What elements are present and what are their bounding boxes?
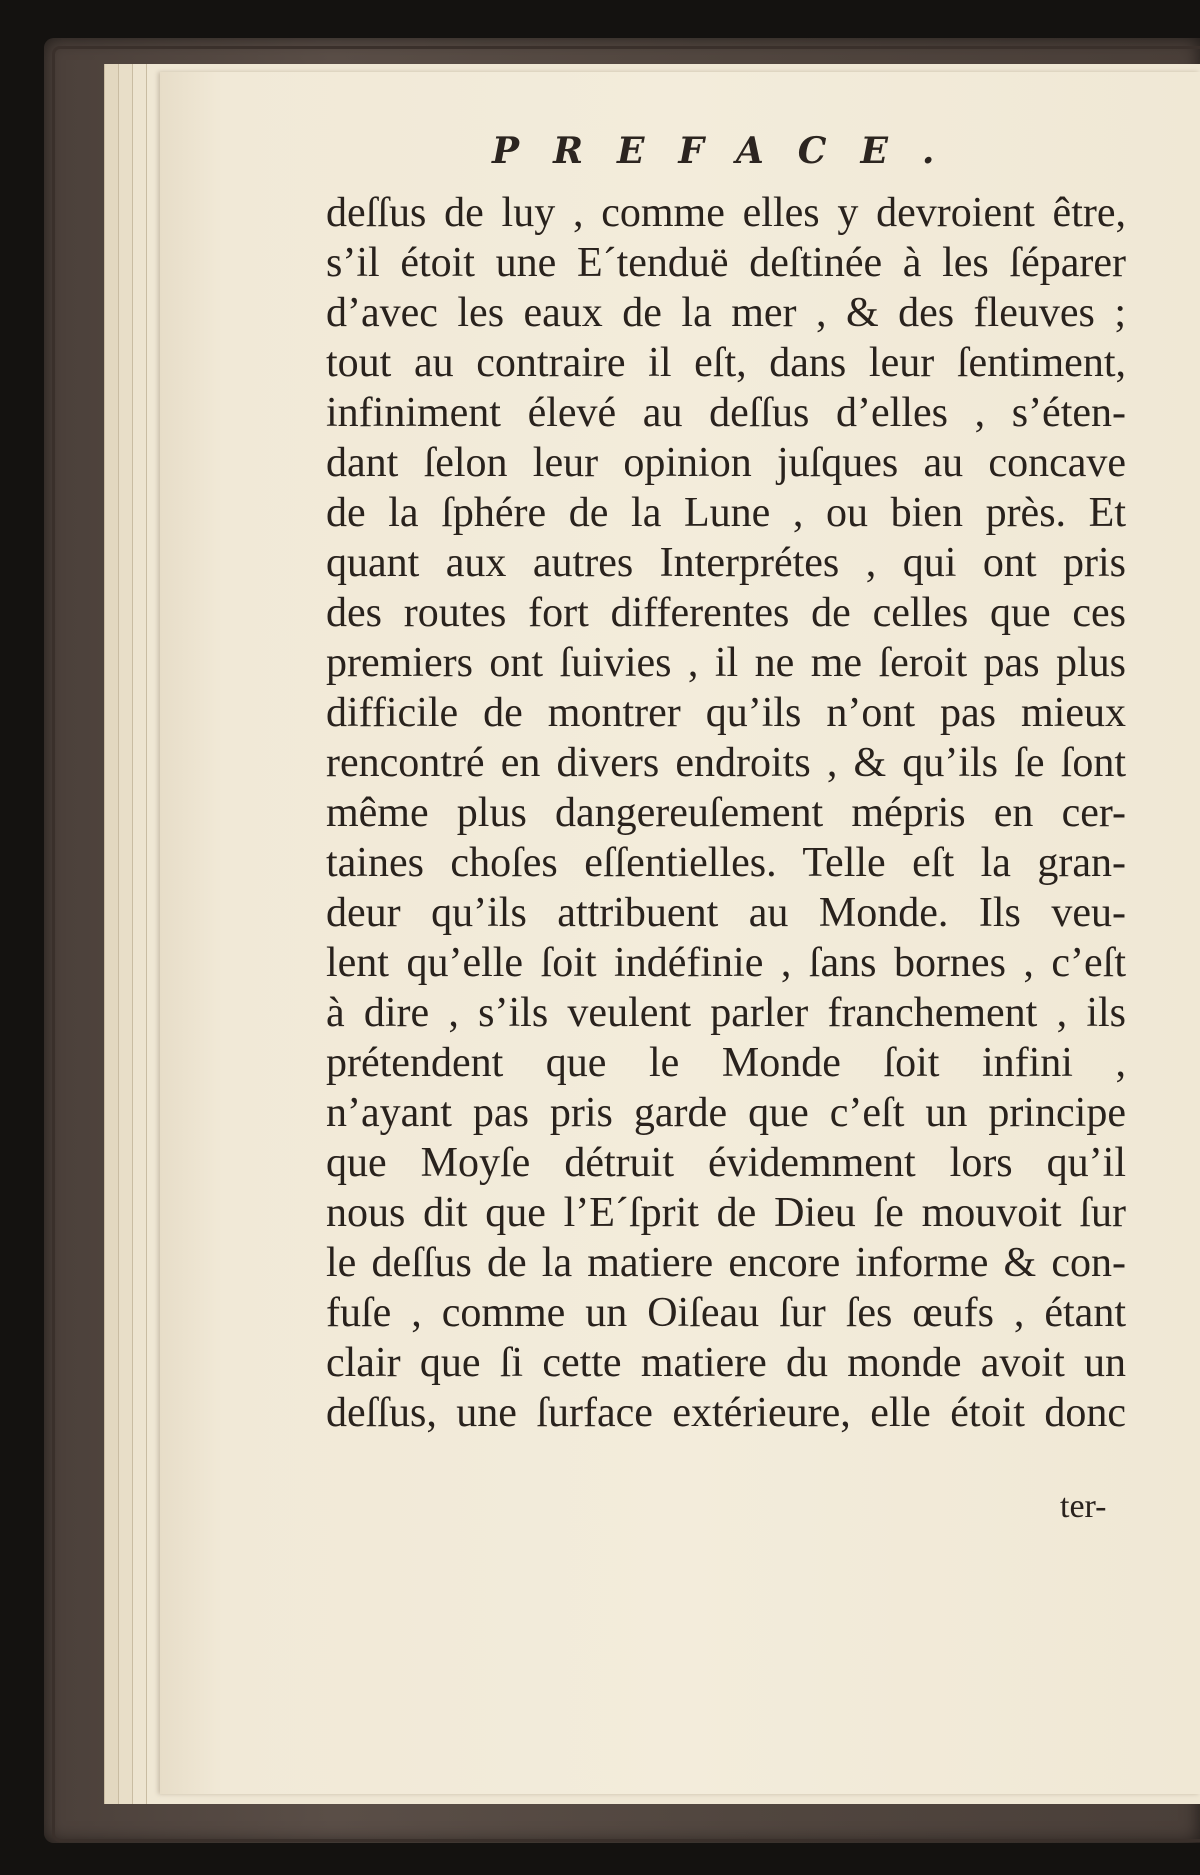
text-line: rencontré en divers endroits , & qu’ils ſe ſont — [326, 740, 1126, 786]
text-line: même plus dangereuſement mépris en cer- — [326, 790, 1126, 836]
text-line: quant aux autres Interprétes , qui ont pris — [326, 540, 1126, 586]
text-line: deur qu’ils attribuent au Monde. Ils veu- — [326, 890, 1126, 936]
text-line: premiers ont ſuivies , il ne me ſeroit pas plus — [326, 640, 1126, 686]
text-line: d’avec les eaux de la mer , & des fleuves ; — [326, 290, 1126, 336]
text-line: des routes fort differentes de celles que ces — [326, 590, 1126, 636]
text-line: n’ayant pas pris garde que c’eſt un principe — [326, 1090, 1126, 1136]
catchword: ter- — [1060, 1488, 1107, 1525]
body-text — [326, 188, 1126, 1438]
text-line: infiniment élevé au deſſus d’elles , s’éten- — [326, 390, 1126, 436]
text-line: clair que ſi cette matiere du monde avoit un — [326, 1340, 1126, 1386]
text-line: fuſe , comme un Oiſeau ſur ſes œufs , étant — [326, 1290, 1126, 1336]
text-line: que Moyſe détruit évidemment lors qu’il — [326, 1140, 1126, 1186]
text-line: lent qu’elle ſoit indéfinie , ſans bornes , c’eſt — [326, 940, 1126, 986]
text-line: taines choſes eſſentielles. Telle eſt la gran- — [326, 840, 1126, 886]
running-head: PREFACE. — [492, 130, 969, 172]
text-line: de la ſphére de la Lune , ou bien près. Et — [326, 490, 1126, 536]
text-line: difficile de montrer qu’ils n’ont pas mieux — [326, 690, 1126, 736]
text-line: à dire , s’ils veulent parler franchement , ils — [326, 990, 1126, 1036]
text-line: dant ſelon leur opinion juſques au concave — [326, 440, 1126, 486]
text-line: deſſus de luy , comme elles y devroient être, — [326, 190, 1126, 236]
text-line: s’il étoit une E´tenduë deſtinée à les ſéparer — [326, 240, 1126, 286]
text-line: tout au contraire il eſt, dans leur ſentiment, — [326, 340, 1126, 386]
text-line: nous dit que l’E´ſprit de Dieu ſe mouvoit ſur — [326, 1190, 1126, 1236]
text-line: prétendent que le Monde ſoit infini , — [326, 1040, 1126, 1086]
text-line: deſſus, une ſurface extérieure, elle étoit donc — [326, 1390, 1126, 1436]
text-line: le deſſus de la matiere encore informe & con- — [326, 1240, 1126, 1286]
